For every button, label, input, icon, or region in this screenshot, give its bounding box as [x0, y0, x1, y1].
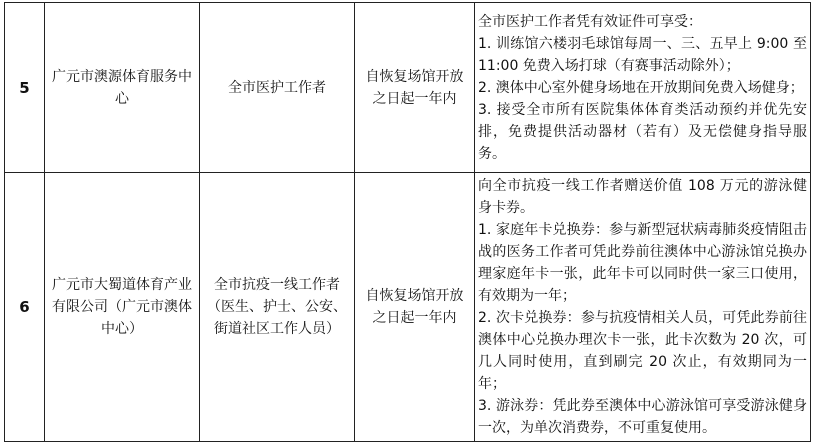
- description-line: 1. 训练馆六楼羽毛球馆每周一、三、五早上 9:00 至 11:00 免费入场打球（有赛事活动除外）；: [478, 35, 807, 74]
- row-number: 6: [5, 173, 45, 442]
- description-line: 向全市抗疫一线工作者赠送价值 108 万元的游泳健身卡券。: [478, 178, 807, 216]
- policy-table: [4, 2, 811, 442]
- organization-name: 广元市大蜀道体育产业有限公司（广元市澳体中心）: [45, 173, 200, 442]
- description-line: 3. 游泳券：凭此券至澳体中心游泳馆可享受游泳健身一次，为单次消费券，不可重复使用。: [478, 398, 807, 436]
- beneficiary-group: 全市医护工作者: [200, 3, 355, 173]
- beneficiary-group: 全市抗疫一线工作者（医生、护士、公安、街道社区工作人员）: [200, 173, 355, 442]
- validity-period: 自恢复场馆开放之日起一年内: [355, 3, 475, 173]
- description-line: 2. 澳体中心室外健身场地在开放期间免费入场健身；: [478, 79, 804, 96]
- benefit-description: [475, 173, 811, 442]
- row-number: 5: [5, 3, 45, 173]
- organization-name: 广元市澳源体育服务中心: [45, 3, 200, 173]
- validity-period: 自恢复场馆开放之日起一年内: [355, 173, 475, 442]
- description-line: 1. 家庭年卡兑换券：参与新型冠状病毒肺炎疫情阻击战的医务工作者可凭此券前往澳体中心游泳馆兑换办理家庭年卡一张，此年卡可以同时供一家三口使用，有效期为一年；: [478, 222, 807, 304]
- benefit-description: [475, 3, 811, 173]
- description-line: 全市医护工作者凭有效证件可享受：: [478, 13, 702, 30]
- description-line: 3. 接受全市所有医院集体体育类活动预约并优先安排，免费提供活动器材（若有）及无偿健身指导服务。: [478, 101, 807, 162]
- table-row: [5, 3, 811, 173]
- table-row: [5, 173, 811, 442]
- description-line: 2. 次卡兑换券：参与抗疫情相关人员，可凭此券前往澳体中心兑换办理次卡一张，此卡次数为 20 次，可几人同时使用，直到刷完 20 次止，有效期同为一年；: [478, 310, 807, 392]
